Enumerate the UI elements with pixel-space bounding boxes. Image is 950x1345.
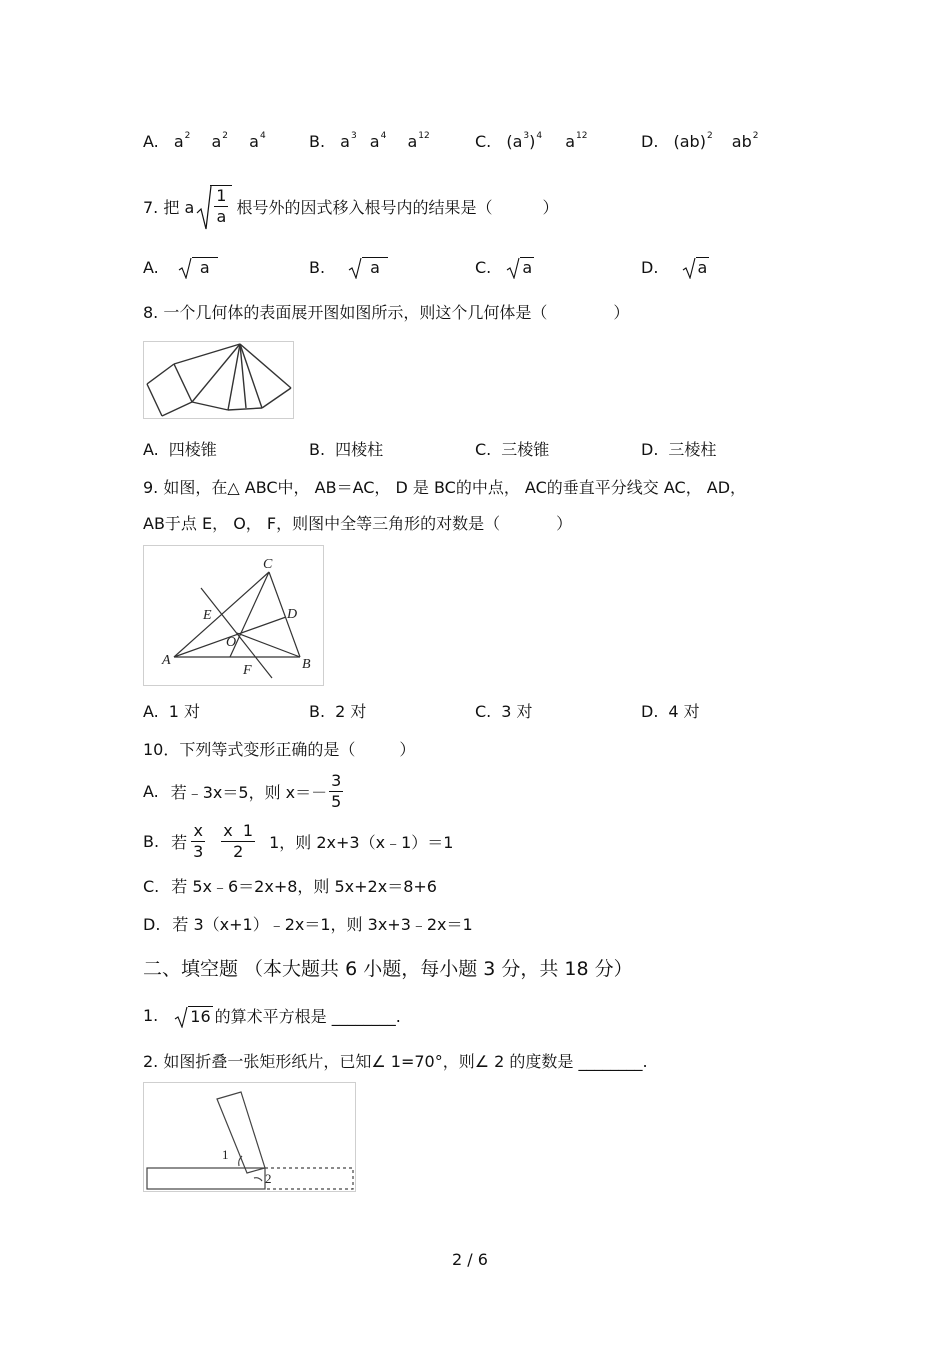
q6-option-d: D. (ab)$^2$ $ab^2$ [641, 131, 759, 151]
q9-option-a: A. 1 对 [143, 702, 201, 721]
question-7: 7. 把 a $\frac{1}{a}$ 根号外的因式移入根号内的结果是（ ） [143, 183, 558, 229]
q10-option-a: A. 若﹣3x＝5，则 x＝－ $\frac{3}{5}$ [143, 770, 342, 811]
question-10: 10．下列等式变形正确的是（ ） [143, 740, 416, 759]
fill-question-2: 2. 如图折叠一张矩形纸片，已知∠ 1=70°，则∠ 2 的度数是 ________. [143, 1052, 648, 1071]
q8-option-c: C. 三棱锥 [475, 440, 550, 459]
fill2-folded-paper-figure [143, 1082, 356, 1192]
page-number: 2 / 6 [452, 1250, 488, 1269]
label-o: O [226, 635, 237, 650]
q7-text: 根号外的因式移入根号内的结果是（ [236, 197, 493, 217]
q10-option-d: D. 若 3（x+1）﹣2x＝1，则 3x+3﹣2x＝1 [143, 915, 473, 934]
q6-option-a: A. $a^2$ $a^2$ $a^4$ [143, 131, 266, 151]
label-b: B [302, 657, 311, 672]
q7-option-c: C. a [475, 258, 533, 277]
q9-option-b: B. 2 对 [309, 702, 367, 721]
q10-option-c: C. 若 5x﹣6＝2x+8，则 5x+2x＝8+6 [143, 877, 437, 896]
q10-option-b: B. 若 $\frac{x}{3}$ $\frac{x 1}{2}$ 1，则 2x+3（x﹣1）＝1 [143, 820, 454, 861]
q8-option-d: D. 三棱柱 [641, 440, 717, 459]
question-9-line2: AB于点 E， O， F，则图中全等三角形的对数是（ ） [143, 514, 573, 533]
q7-option-b: B. a [309, 257, 388, 277]
angle-1-label: 1 [222, 1147, 229, 1162]
q7-prefix: 7. 把 a [143, 197, 195, 217]
q8-net-figure [143, 341, 294, 419]
label-e: E [203, 608, 212, 623]
section-2-heading: 二、填空题 （本大题共 6 小题，每小题 3 分，共 18 分） [143, 958, 633, 980]
label-f: F [243, 663, 252, 678]
q7-option-a: A. a [143, 257, 218, 277]
q9-triangle-figure [143, 545, 324, 686]
label-a: A [162, 653, 171, 668]
label-c: C [263, 557, 273, 572]
question-9-line1: 9. 如图，在△ ABC中， AB＝AC， D 是 BC的中点， AC的垂直平分线交 AC， AD， [143, 478, 747, 497]
q9-option-d: D. 4 对 [641, 702, 700, 721]
q9-option-c: C. 3 对 [475, 702, 533, 721]
label-d: D [287, 607, 298, 622]
q6-option-b: B. $a^3$ $a^4$ $a^{12}$ [309, 131, 430, 151]
q6-option-c: C. $(a^3)^4$ $a^{12}$ [475, 131, 588, 151]
angle-2-label: 2 [265, 1171, 272, 1186]
q7-radical: $\frac{1}{a}$ [196, 185, 232, 227]
q8-option-a: A. 四棱锥 [143, 440, 217, 459]
q7-option-d: D. a [641, 258, 708, 277]
q8-option-b: B. 四棱柱 [309, 440, 384, 459]
fill-question-1: 1. 16 的算术平方根是 ________. [143, 1006, 401, 1026]
question-8: 8. 一个几何体的表面展开图如图所示，则这个几何体是（ ） [143, 303, 630, 322]
